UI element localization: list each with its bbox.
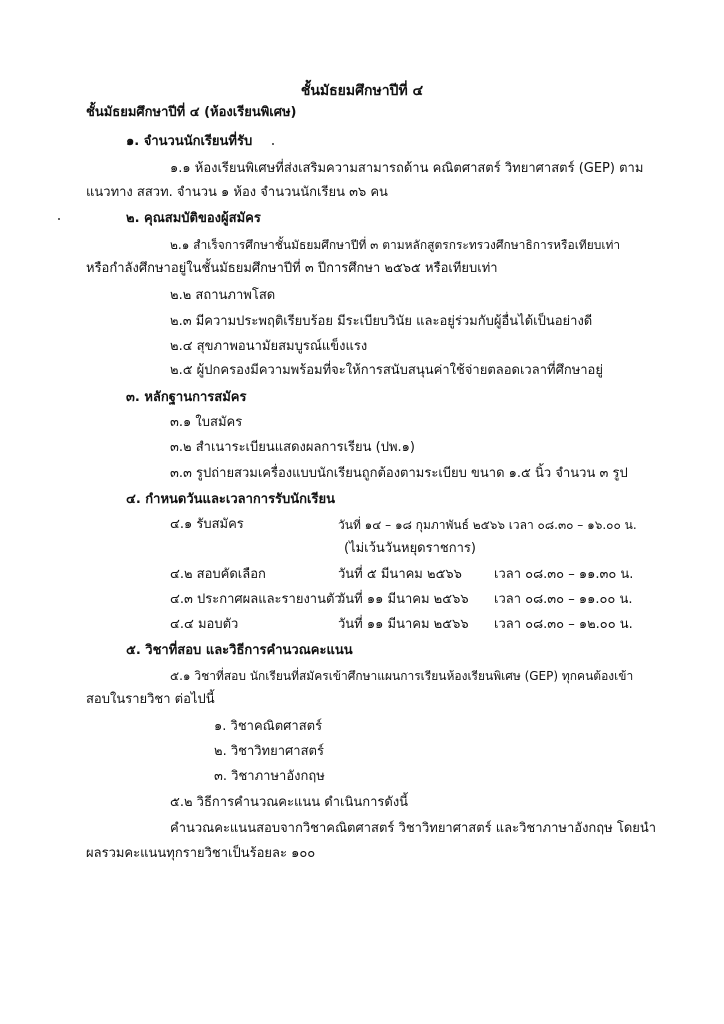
- section-3-heading: ๓. หลักฐานการสมัคร: [126, 390, 247, 405]
- page-subtitle: ชั้นมัธยมศึกษาปีที่ ๔ (ห้องเรียนพิเศษ): [86, 105, 297, 120]
- section-2-item-1-line1: ๒.๑ สำเร็จการศึกษาชั้นมัธยมศึกษาปีที่ ๓ ตามหลักสูตรกระทรวงศึกษาธิการหรือเทียบเท่า: [170, 238, 621, 252]
- schedule-2-date: วันที่ ๕ มีนาคม ๒๕๖๖: [338, 567, 462, 582]
- schedule-1-label: ๔.๑ รับสมัคร: [170, 517, 244, 532]
- section-2-item-4: ๒.๔ สุขภาพอนามัยสมบูรณ์แข็งแรง: [170, 339, 368, 354]
- section-1-paragraph-line2: แนวทาง สสวท. จำนวน ๑ ห้อง จำนวนนักเรียน ๓๖ คน: [86, 185, 388, 200]
- schedule-4-label: ๔.๔ มอบตัว: [170, 617, 239, 632]
- section-2-heading: ๒. คุณสมบัติของผู้สมัคร: [126, 211, 261, 226]
- schedule-1-datetime: วันที่ ๑๔ – ๑๘ กุมภาพันธ์ ๒๕๖๖ เวลา ๐๘.๓๐ – ๑๖.๐๐ น.: [338, 518, 637, 532]
- scan-speck: [58, 218, 60, 220]
- section-2-item-2: ๒.๒ สถานภาพโสด: [170, 288, 276, 303]
- schedule-3-date: วันที่ ๑๑ มีนาคม ๒๕๖๖: [338, 592, 469, 607]
- exam-subject-1: ๑. วิชาคณิตศาสตร์: [214, 719, 323, 734]
- exam-subject-3: ๓. วิชาภาษาอังกฤษ: [214, 769, 325, 784]
- section-2-item-5: ๒.๕ ผู้ปกครองมีความพร้อมที่จะให้การสนับสนุนค่าใช้จ่ายตลอดเวลาที่ศึกษาอยู่: [170, 363, 603, 378]
- section-5-heading: ๕. วิชาที่สอบ และวิธีการคำนวณคะแนน: [126, 643, 353, 658]
- schedule-4-date: วันที่ ๑๑ มีนาคม ๒๕๖๖: [338, 617, 469, 632]
- scoring-paragraph-line2: ผลรวมคะแนนทุกรายวิชาเป็นร้อยละ ๑๐๐: [86, 846, 316, 861]
- section-4-heading: ๔. กำหนดวันและเวลาการรับนักเรียน: [126, 492, 335, 507]
- section-3-item-1: ๓.๑ ใบสมัคร: [170, 415, 243, 430]
- section-2-item-1-line2: หรือกำลังศึกษาอยู่ในชั้นมัธยมศึกษาปีที่ ๓ ปีการศึกษา ๒๕๖๕ หรือเทียบเท่า: [86, 261, 498, 276]
- schedule-3-label: ๔.๓ ประกาศผลและรายงานตัว: [170, 592, 342, 607]
- schedule-2-label: ๔.๒ สอบคัดเลือก: [170, 567, 266, 582]
- section-5-item-1-line2: สอบในรายวิชา ต่อไปนี้: [86, 692, 215, 707]
- schedule-3-time: เวลา ๐๘.๓๐ – ๑๑.๐๐ น.: [494, 592, 633, 607]
- page-title: ชั้นมัธยมศึกษาปีที่ ๔: [300, 83, 424, 99]
- section-5-item-2: ๕.๒ วิธีการคำนวณคะแนน ดำเนินการดังนี้: [170, 795, 409, 810]
- exam-subject-2: ๒. วิชาวิทยาศาสตร์: [214, 744, 324, 759]
- schedule-2-time: เวลา ๐๘.๓๐ – ๑๑.๓๐ น.: [494, 567, 634, 582]
- section-3-item-3: ๓.๓ รูปถ่ายสวมเครื่องแบบนักเรียนถูกต้องตามระเบียบ ขนาด ๑.๕ นิ้ว จำนวน ๓ รูป: [170, 466, 628, 481]
- scoring-paragraph-line1: คำนวณคะแนนสอบจากวิชาคณิตศาสตร์ วิชาวิทยาศาสตร์ และวิชาภาษาอังกฤษ โดยนำ: [170, 821, 657, 836]
- schedule-1-note: (ไม่เว้นวันหยุดราชการ): [344, 541, 476, 556]
- schedule-4-time: เวลา ๐๘.๓๐ – ๑๒.๐๐ น.: [494, 617, 633, 632]
- section-1-paragraph-line1: ๑.๑ ห้องเรียนพิเศษที่ส่งเสริมความสามารถด้าน คณิตศาสตร์ วิทยาศาสตร์ (GEP) ตาม: [170, 161, 644, 176]
- section-3-item-2: ๓.๒ สำเนาระเบียนแสดงผลการเรียน (ปพ.๑): [170, 440, 416, 455]
- scan-speck: [272, 143, 274, 145]
- section-5-item-1-line1: ๕.๑ วิชาที่สอบ นักเรียนที่สมัครเข้าศึกษาแผนการเรียนห้องเรียนพิเศษ (GEP) ทุกคนต้องเข้า: [170, 669, 634, 683]
- section-1-heading: ๑. จำนวนนักเรียนที่รับ: [126, 134, 253, 149]
- section-2-item-3: ๒.๓ มีความประพฤติเรียบร้อย มีระเบียบวินัย และอยู่ร่วมกับผู้อื่นได้เป็นอย่างดี: [170, 314, 593, 329]
